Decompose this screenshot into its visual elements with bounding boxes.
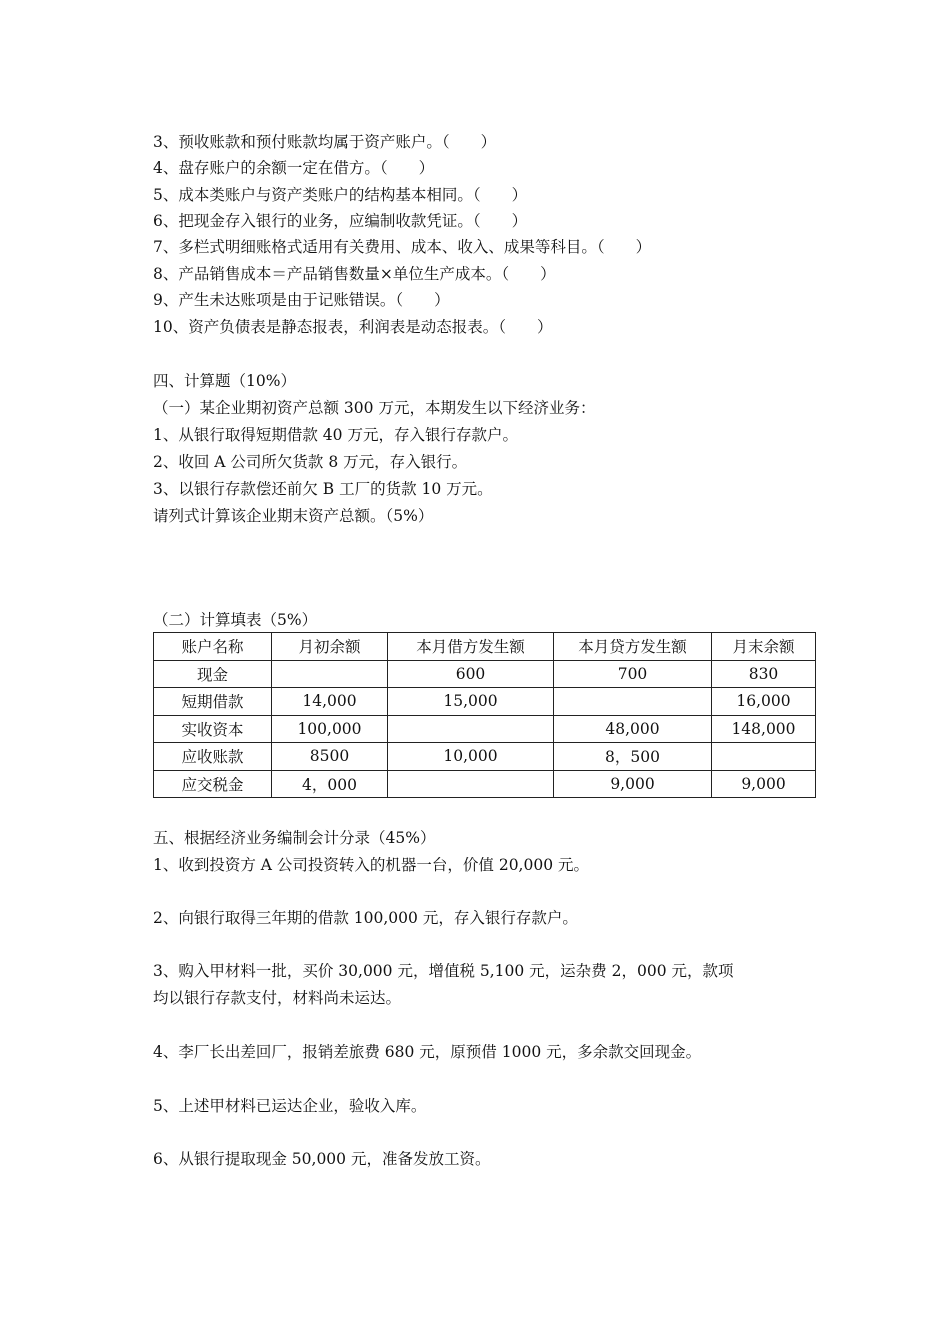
section4-heading: 四、计算题（10%）	[153, 372, 296, 390]
table-header-row	[154, 633, 816, 661]
table-cell: 应交税金	[154, 770, 272, 798]
table-cell	[712, 743, 816, 771]
table-cell: 48,000	[554, 715, 712, 743]
table-cell: 9,000	[554, 770, 712, 798]
header-account-name: 账户名称	[154, 633, 272, 661]
table-cell: 148,000	[712, 715, 816, 743]
table-cell: 实收资本	[154, 715, 272, 743]
table-cell	[554, 688, 712, 716]
judgment-item-6: 6、把现金存入银行的业务，应编制收款凭证。（ ）	[153, 212, 528, 230]
section4-part1-item-2: 2、收回 A 公司所欠货款 8 万元，存入银行。	[153, 453, 468, 471]
section5-item-3-continued: 均以银行存款支付，材料尚未运达。	[153, 989, 402, 1007]
section5-item-5: 5、上述甲材料已运达企业，验收入库。	[153, 1097, 427, 1115]
table-cell: 短期借款	[154, 688, 272, 716]
table-cell	[388, 770, 554, 798]
section5-item-4: 4、李厂长出差回厂，报销差旅费 680 元，原预借 1000 元，多余款交回现金。	[153, 1043, 702, 1061]
judgment-item-7: 7、多栏式明细账格式适用有关费用、成本、收入、成果等科目。（ ）	[153, 238, 652, 256]
header-credit-amount: 本月贷方发生额	[554, 633, 712, 661]
table-cell: 9,000	[712, 770, 816, 798]
table-cell	[388, 715, 554, 743]
section4-part1-heading: （一）某企业期初资产总额 300 万元，本期发生以下经济业务：	[153, 399, 596, 417]
table-cell: 16,000	[712, 688, 816, 716]
section4-part1-question: 请列式计算该企业期末资产总额。（5%）	[153, 507, 434, 525]
judgment-item-8: 8、产品销售成本＝产品销售数量×单位生产成本。（ ）	[153, 265, 556, 283]
header-closing-balance: 月末余额	[712, 633, 816, 661]
table-cell: 8500	[272, 743, 388, 771]
table-cell: 现金	[154, 660, 272, 688]
judgment-item-3: 3、预收账款和预付账款均属于资产账户。（ ）	[153, 133, 497, 151]
table-cell	[272, 660, 388, 688]
table-row	[154, 660, 816, 688]
judgment-item-10: 10、资产负债表是静态报表，利润表是动态报表。（ ）	[153, 318, 553, 336]
table-cell: 4，000	[272, 770, 388, 798]
table-cell: 600	[388, 660, 554, 688]
header-debit-amount: 本月借方发生额	[388, 633, 554, 661]
section5-item-1: 1、收到投资方 A 公司投资转入的机器一台，价值 20,000 元。	[153, 856, 589, 874]
judgment-item-5: 5、成本类账户与资产类账户的结构基本相同。（ ）	[153, 186, 528, 204]
fill-in-table	[153, 632, 816, 798]
section4-part1-item-1: 1、从银行取得短期借款 40 万元，存入银行存款户。	[153, 426, 518, 444]
table-cell: 应收账款	[154, 743, 272, 771]
table-cell: 100,000	[272, 715, 388, 743]
table-cell: 10,000	[388, 743, 554, 771]
section5-item-2: 2、向银行取得三年期的借款 100,000 元，存入银行存款户。	[153, 909, 578, 927]
table-cell: 8，500	[554, 743, 712, 771]
section5-heading: 五、根据经济业务编制会计分录（45%）	[153, 829, 436, 847]
section4-part1-item-3: 3、以银行存款偿还前欠 B 工厂的货款 10 万元。	[153, 480, 493, 498]
section5-item-3: 3、购入甲材料一批，买价 30,000 元，增值税 5,100 元，运杂费 2，000 元，款项	[153, 962, 734, 980]
header-opening-balance: 月初余额	[272, 633, 388, 661]
judgment-item-4: 4、盘存账户的余额一定在借方。（ ）	[153, 159, 435, 177]
table-row	[154, 743, 816, 771]
table-row	[154, 770, 816, 798]
section4-part2-heading: （二）计算填表（5%）	[153, 611, 318, 629]
table-cell: 15,000	[388, 688, 554, 716]
table-row	[154, 715, 816, 743]
table-cell: 700	[554, 660, 712, 688]
table-cell: 14,000	[272, 688, 388, 716]
table-row	[154, 688, 816, 716]
section5-item-6: 6、从银行提取现金 50,000 元，准备发放工资。	[153, 1150, 491, 1168]
table-cell: 830	[712, 660, 816, 688]
judgment-item-9: 9、产生未达账项是由于记账错误。（ ）	[153, 291, 450, 309]
